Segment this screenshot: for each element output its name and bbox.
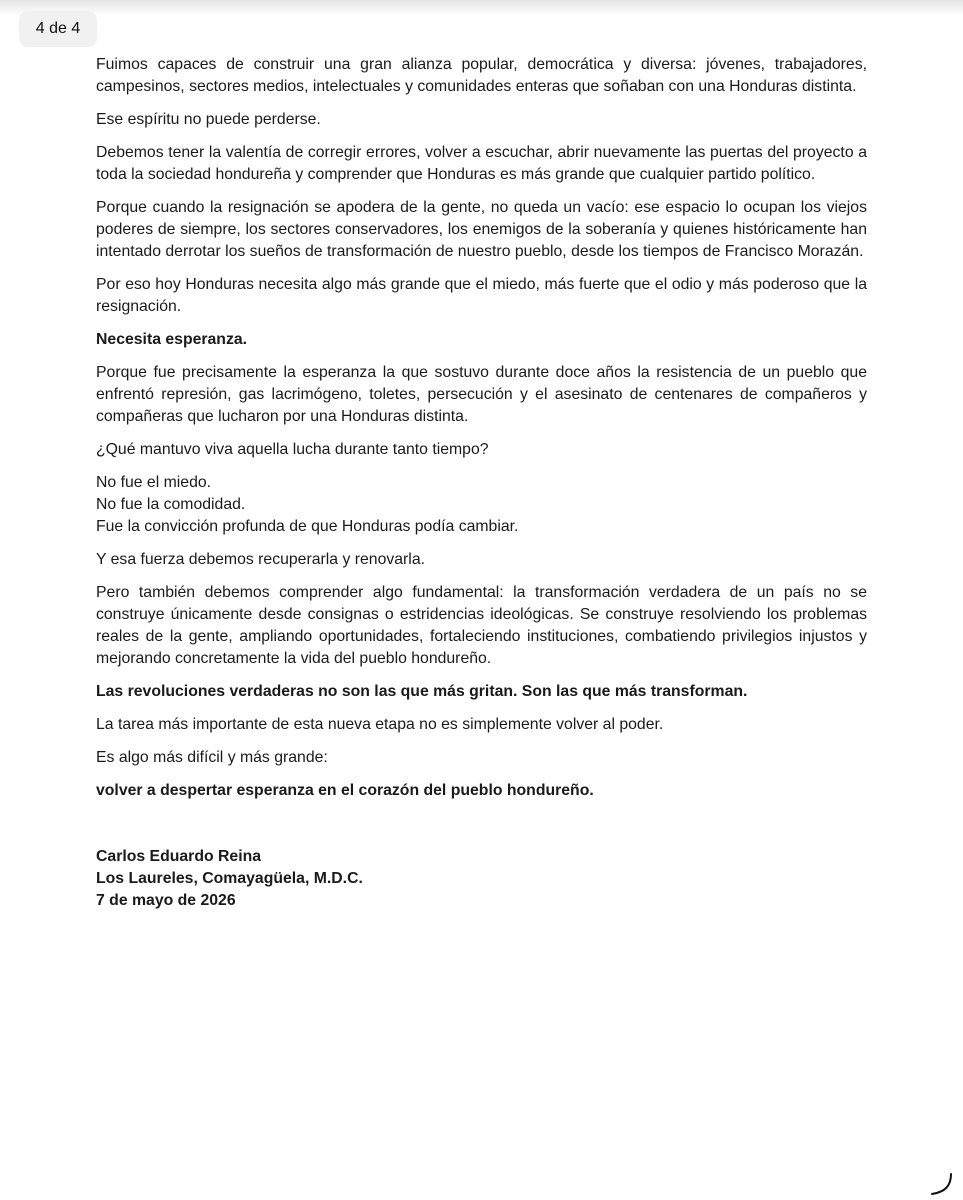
page-curl-icon [929,1172,953,1196]
answer-line: No fue el miedo. [96,474,212,491]
answer-line: Fue la convicción profunda de que Honduras podía cambiar. [96,518,519,535]
paragraph-needs: Por eso hoy Honduras necesita algo más grande que el miedo, más fuerte que el odio y más poderoso que la resignación. [96,276,867,315]
document-body [96,54,867,912]
paragraph-resistance: Porque fue precisamente la esperanza la que sostuvo durante doce años la resistencia de un pueblo que enfrentó represión, gas lacrimógeno, toletes, persecución y el asesinato de centenares de compañeros y compañeras que lucharon por una Honduras distinta. [96,364,867,425]
heading-hope: Necesita esperanza. [96,331,248,348]
paragraph-harder: Es algo más difícil y más grande: [96,749,328,766]
paragraph-alliance: Fuimos capaces de construir una gran alianza popular, democrática y diversa: jóvenes, trabajadores, campesinos, sectores medios, intelectuales y comunidades enteras que soñaban con una Honduras distinta. [96,56,867,95]
answer-lines [96,472,867,538]
page-indicator-badge: 4 de 4 [19,11,97,47]
answer-line: No fue la comodidad. [96,496,246,513]
signature-place: Los Laureles, Comayagüela, M.D.C. [96,870,363,887]
paragraph-fundamental: Pero también debemos comprender algo fundamental: la transformación verdadera de un país no se construye únicamente desde consignas o estridencias ideológicas. Se construye resolviendo los problemas reales de la gente, ampliando oportunidades, fortaleciendo instituciones, combatiendo privilegios injustos y mejorando concretamente la vida del pueblo hondureño. [96,584,867,667]
signature-block [96,846,867,912]
paragraph-resignation: Porque cuando la resignación se apodera de la gente, no queda un vacío: ese espacio lo ocupan los viejos poderes de siempre, los sectores conservadores, los enemigos de la soberanía y quienes históricamente han intentado derrotar los sueños de transformación de nuestro pueblo, desde los tiempos de Francisco Morazán. [96,199,867,260]
paragraph-task: La tarea más importante de esta nueva etapa no es simplemente volver al poder. [96,716,664,733]
statement-revolutions: Las revoluciones verdaderas no son las que más gritan. Son las que más transforman. [96,683,748,700]
paragraph-question: ¿Qué mantuvo viva aquella lucha durante tanto tiempo? [96,441,489,458]
paragraph-courage: Debemos tener la valentía de corregir errores, volver a escuchar, abrir nuevamente las puertas del proyecto a toda la sociedad hondureña y comprender que Honduras es más grande que cualquier partido político. [96,144,867,183]
paragraph-recover: Y esa fuerza debemos recuperarla y renovarla. [96,551,425,568]
top-edge-shadow [0,0,963,16]
statement-awaken-hope: volver a despertar esperanza en el corazón del pueblo hondureño. [96,782,594,799]
paragraph-spirit: Ese espíritu no puede perderse. [96,111,321,128]
signature-date: 7 de mayo de 2026 [96,892,236,909]
signature-name: Carlos Eduardo Reina [96,848,262,865]
